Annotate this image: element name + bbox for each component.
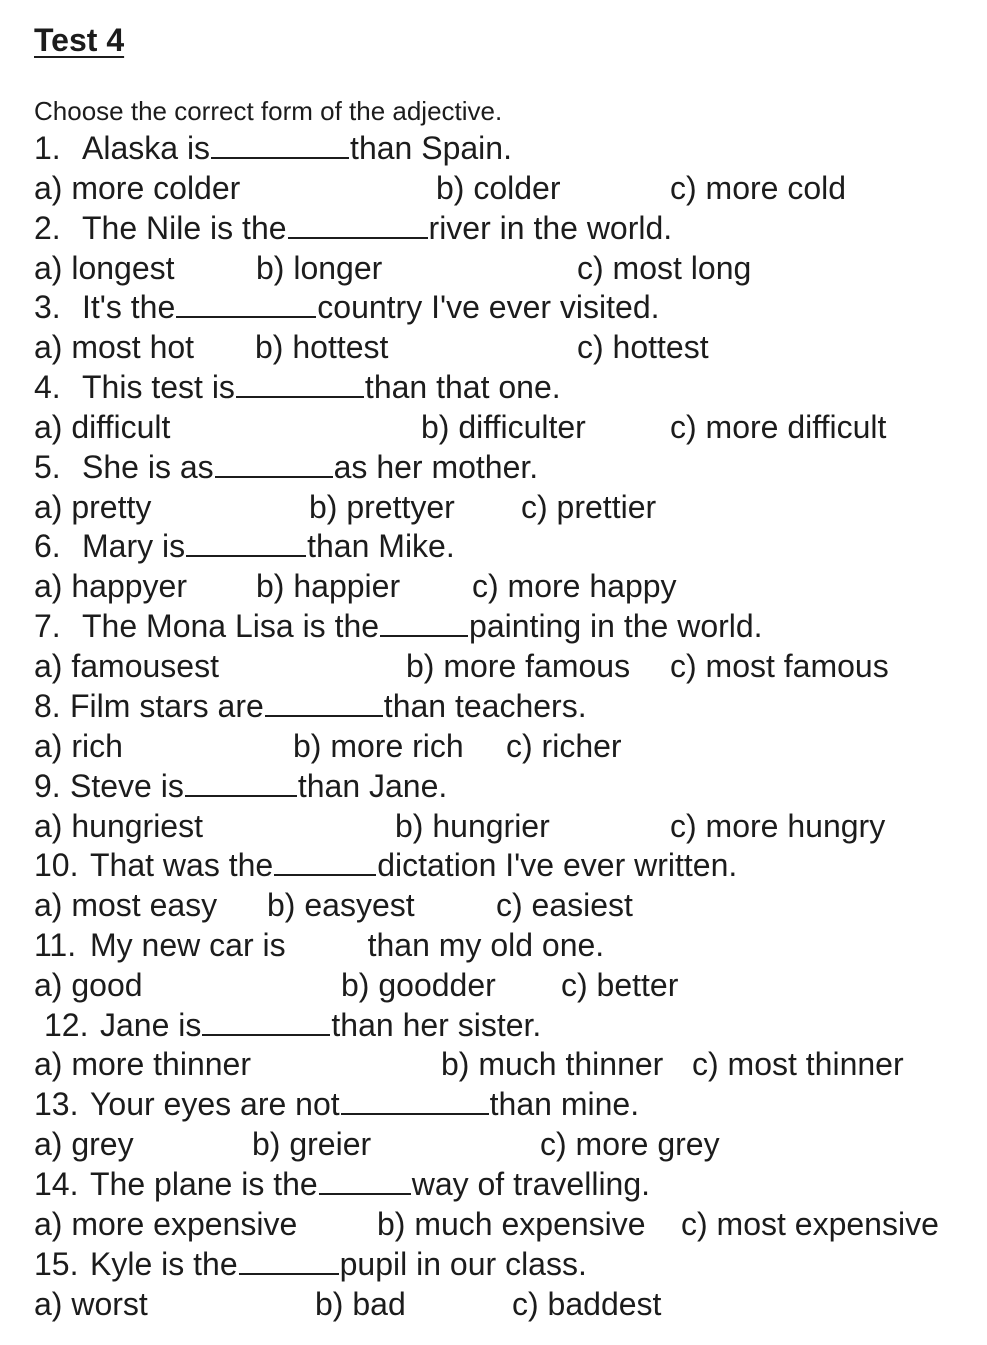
question-text <box>100 1005 541 1045</box>
answer-option[interactable]: b) colder <box>436 170 561 206</box>
answer-option[interactable]: c) more cold <box>670 170 847 206</box>
question-text-after: country I've ever visited. <box>317 289 660 325</box>
question-number: 4. <box>34 369 61 405</box>
answer-option[interactable]: a) grey <box>34 1126 134 1162</box>
instruction-text: Choose the correct form of the adjective. <box>34 96 503 126</box>
question-text-after: than mine. <box>489 1086 640 1122</box>
answer-option[interactable]: a) more colder <box>34 170 241 206</box>
question-number: 7. <box>34 608 61 644</box>
question-text-after: as her mother. <box>333 449 539 485</box>
question-text-before: The Mona Lisa is the <box>82 608 380 644</box>
answer-option[interactable]: c) prettier <box>521 489 657 525</box>
question-text-after: than Spain. <box>350 130 512 166</box>
question-text-before: Film stars are <box>70 688 264 724</box>
answer-option[interactable]: c) hottest <box>577 329 709 365</box>
answer-blank[interactable] <box>176 288 316 318</box>
question-text-before: The Nile is the <box>82 210 287 246</box>
answer-blank[interactable] <box>215 448 333 478</box>
answer-blank[interactable] <box>341 1085 489 1115</box>
answer-option[interactable]: a) more expensive <box>34 1206 298 1242</box>
answer-option[interactable]: c) more grey <box>540 1126 720 1162</box>
answer-option[interactable]: c) easiest <box>496 887 633 923</box>
question-number: 3. <box>34 289 61 325</box>
answer-option[interactable]: b) much expensive <box>377 1206 646 1242</box>
question-text-before: Your eyes are not <box>90 1086 340 1122</box>
question-number: 12. <box>44 1007 89 1043</box>
answer-blank[interactable] <box>186 527 306 557</box>
question-text <box>82 606 763 646</box>
question-text <box>82 526 455 566</box>
answer-blank[interactable] <box>288 209 428 239</box>
question-number: 1. <box>34 130 61 166</box>
answer-option[interactable]: b) much thinner <box>441 1046 664 1082</box>
question-text <box>90 845 737 885</box>
question-text-before: That was the <box>90 847 274 883</box>
question-number: 8. <box>34 688 61 724</box>
answer-option[interactable]: c) most thinner <box>692 1046 904 1082</box>
answer-option[interactable]: b) greier <box>252 1126 372 1162</box>
answer-blank[interactable] <box>319 1165 411 1195</box>
question-text <box>90 925 604 965</box>
answer-blank[interactable] <box>265 687 383 717</box>
answer-option[interactable]: c) more hungry <box>670 808 886 844</box>
answer-option[interactable]: a) hungriest <box>34 808 203 844</box>
page-title: Test 4 <box>34 22 125 58</box>
question-text <box>70 766 447 806</box>
question-text-before: Alaska is <box>82 130 211 166</box>
answer-blank[interactable] <box>239 1245 339 1275</box>
answer-option[interactable]: a) most hot <box>34 329 195 365</box>
question-text-before: She is as <box>82 449 214 485</box>
answer-option[interactable]: c) better <box>561 967 679 1003</box>
question-number: 6. <box>34 528 61 564</box>
question-number: 10. <box>34 847 79 883</box>
answer-option[interactable]: a) difficult <box>34 409 171 445</box>
question-text-after: than her sister. <box>331 1007 542 1043</box>
question-text <box>82 128 512 168</box>
question-text <box>82 208 672 248</box>
question-text <box>82 447 538 487</box>
answer-option[interactable]: b) hungrier <box>395 808 550 844</box>
answer-option[interactable]: a) happyer <box>34 568 187 604</box>
answer-option[interactable]: b) longer <box>256 250 383 286</box>
answer-option[interactable]: a) worst <box>34 1286 148 1322</box>
question-text-after: than that one. <box>364 369 561 405</box>
question-text-after: than my old one. <box>367 927 605 963</box>
answer-option[interactable]: a) most easy <box>34 887 218 923</box>
answer-option[interactable]: b) more rich <box>293 728 464 764</box>
answer-option[interactable]: a) famousest <box>34 648 219 684</box>
answer-option[interactable]: a) rich <box>34 728 123 764</box>
answer-option[interactable]: b) happier <box>256 568 401 604</box>
answer-option[interactable]: b) more famous <box>406 648 631 684</box>
question-number: 11. <box>34 927 77 963</box>
question-text-before: Steve is <box>70 768 184 804</box>
answer-blank[interactable] <box>202 1006 330 1036</box>
answer-blank[interactable] <box>287 928 367 956</box>
answer-option[interactable]: b) difficulter <box>421 409 586 445</box>
answer-option[interactable]: c) most expensive <box>681 1206 939 1242</box>
question-text-before: This test is <box>82 369 235 405</box>
answer-blank[interactable] <box>236 368 364 398</box>
answer-option[interactable]: c) baddest <box>512 1286 662 1322</box>
question-text-before: Jane is <box>100 1007 202 1043</box>
answer-option[interactable]: a) longest <box>34 250 175 286</box>
answer-blank[interactable] <box>380 607 468 637</box>
question-text-after: way of travelling. <box>411 1166 651 1202</box>
question-text-before: It's the <box>82 289 176 325</box>
question-number: 13. <box>34 1086 79 1122</box>
question-number: 9. <box>34 768 61 804</box>
question-text-after: than Mike. <box>307 528 455 564</box>
question-number: 14. <box>34 1166 79 1202</box>
answer-option[interactable]: b) goodder <box>341 967 496 1003</box>
answer-option[interactable]: c) more happy <box>472 568 677 604</box>
question-text-before: Kyle is the <box>90 1246 238 1282</box>
question-number: 15. <box>34 1246 79 1282</box>
answer-blank[interactable] <box>274 846 376 876</box>
question-text <box>90 1084 639 1124</box>
answer-option[interactable]: c) more difficult <box>670 409 887 445</box>
answer-option[interactable]: a) pretty <box>34 489 152 525</box>
question-text-before: Mary is <box>82 528 186 564</box>
answer-option[interactable]: c) most famous <box>670 648 889 684</box>
question-text-before: My new car is <box>90 927 286 963</box>
question-text-after: dictation I've ever written. <box>377 847 738 883</box>
answer-option[interactable]: c) most long <box>577 250 752 286</box>
question-text-after: than Jane. <box>297 768 448 804</box>
question-text-after: than teachers. <box>383 688 587 724</box>
answer-option[interactable]: a) more thinner <box>34 1046 251 1082</box>
answer-option[interactable]: b) hottest <box>255 329 389 365</box>
question-text <box>82 367 561 407</box>
answer-option[interactable]: c) richer <box>506 728 622 764</box>
question-number: 2. <box>34 210 61 246</box>
question-text-after: painting in the world. <box>469 608 763 644</box>
question-text-before: The plane is the <box>90 1166 318 1202</box>
question-text <box>90 1164 650 1204</box>
answer-blank[interactable] <box>185 767 297 797</box>
question-text-after: river in the world. <box>428 210 673 246</box>
question-text <box>70 686 587 726</box>
question-text <box>90 1244 587 1284</box>
question-text <box>82 287 660 327</box>
answer-option[interactable]: b) prettyer <box>309 489 455 525</box>
question-number: 5. <box>34 449 61 485</box>
answer-option[interactable]: a) good <box>34 967 143 1003</box>
answer-blank[interactable] <box>211 129 349 159</box>
answer-option[interactable]: b) bad <box>315 1286 406 1322</box>
answer-option[interactable]: b) easyest <box>267 887 415 923</box>
question-text-after: pupil in our class. <box>339 1246 587 1282</box>
